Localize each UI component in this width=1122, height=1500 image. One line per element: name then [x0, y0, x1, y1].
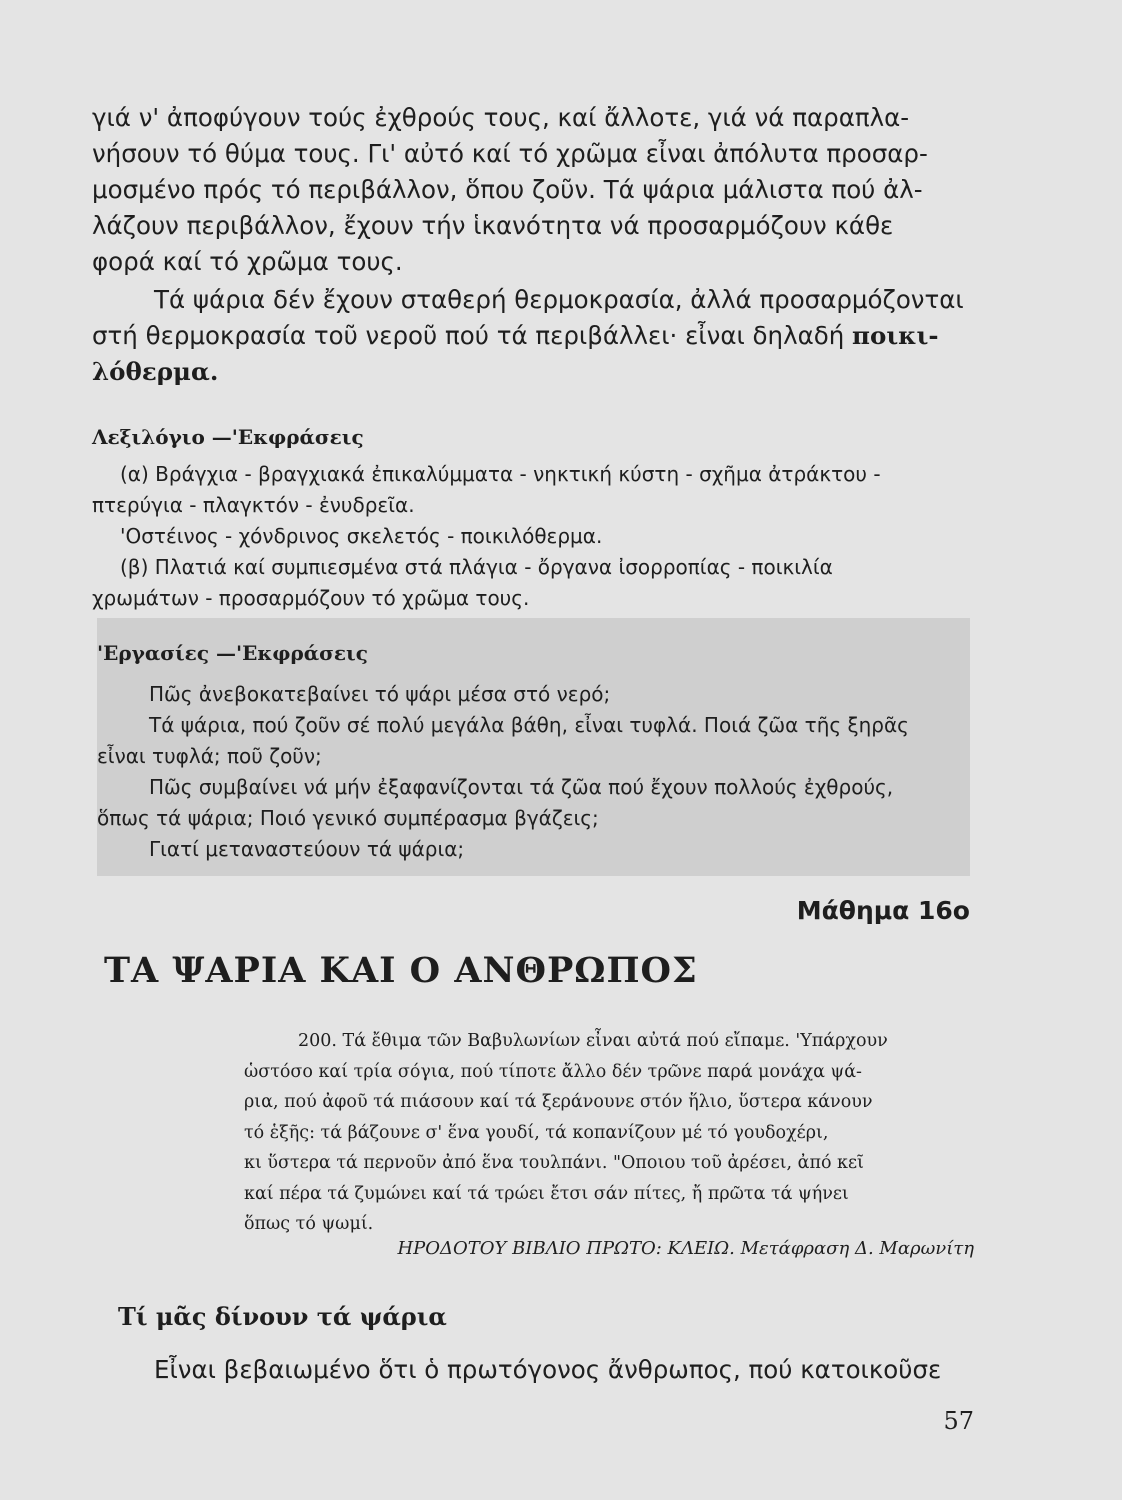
lesson-title: ΤΑ ΨΑΡΙΑ ΚΑΙ Ο ΑΝΘΡΩΠΟΣ	[104, 950, 698, 991]
text-line: φορά καί τό χρῶμα τους.	[92, 247, 403, 276]
quote-line: ὅπως τό ψωμί.	[244, 1214, 374, 1234]
herodotus-quote	[244, 1026, 974, 1240]
quote-line: τό ἑξῆς: τά βάζουνε σ' ἕνα γουδί, τά κοπανίζουν μέ τό γουδοχέρι,	[244, 1122, 829, 1143]
text-line: μοσμένο πρός τό περιβάλλον, ὅπου ζοῦν. Τά ψάρια μάλιστα πού ἀλ-	[92, 175, 923, 204]
text-line: Τά ψάρια δέν ἔχουν σταθερή θερμοκρασία, ἀλλά προσαρμόζονται	[154, 285, 964, 314]
quote-line: 200. Τά ἔθιμα τῶν Βαβυλωνίων εἶναι αὐτά πού εἴπαμε. 'Υπάρχουν	[298, 1031, 888, 1051]
bold-term: ποικι-	[852, 321, 939, 350]
quote-line: κι ὕστερα τά περνοῦν ἀπό ἕνα τουλπάνι. "Οποιου τοῦ ἀρέσει, ἀπό κεῖ	[244, 1153, 864, 1173]
quote-source: ΗΡΟΔΟΤΟΥ ΒΙΒΛΙΟ ΠΡΩΤΟ: ΚΛΕΙΩ. Μετάφραση Δ. Μαρωνίτη	[397, 1238, 974, 1259]
exercise-line: Τά ψάρια, πού ζοῦν σέ πολύ μεγάλα βάθη, εἶναι τυφλά. Ποιά ζῶα τῆς ξηρᾶς	[149, 713, 909, 737]
section-paragraph	[92, 1352, 972, 1388]
exercise-line: εἶναι τυφλά; ποῦ ζοῦν;	[97, 744, 322, 768]
vocabulary-heading: Λεξιλόγιο —'Εκφράσεις	[92, 425, 364, 449]
text-line	[92, 354, 972, 390]
section-heading: Τί μᾶς δίνουν τά ψάρια	[118, 1302, 447, 1331]
exercise-line: Πῶς συμβαίνει νά μήν ἐξαφανίζονται τά ζῶα πού ἔχουν πολλούς ἐχθρούς,	[149, 775, 894, 799]
exercise-line: ὅπως τά ψάρια; Ποιό γενικό συμπέρασμα βγάζεις;	[97, 806, 599, 830]
bold-term: λόθερμα.	[92, 357, 219, 386]
text-line	[92, 318, 972, 354]
quote-line: ὡστόσο καί τρία σόγια, πού τίποτε ἄλλο δέν τρῶνε παρά μονάχα ψά-	[244, 1061, 862, 1082]
exercise-line: Πῶς ἀνεβοκατεβαίνει τό ψάρι μέσα στό νερό;	[149, 682, 611, 706]
text-line: λάζουν περιβάλλον, ἔχουν τήν ἱκανότητα νά προσαρμόζουν κάθε	[92, 211, 894, 240]
vocab-line: (α) Βράγχια - βραγχιακά ἐπικαλύμματα - νηκτική κύστη - σχῆμα ἀτράκτου -	[120, 462, 881, 486]
exercises-section	[97, 638, 970, 865]
quote-line: καί πέρα τά ζυμώνει καί τά τρώει ἔτσι σάν πίτες, ἤ πρῶτα τά ψήνει	[244, 1183, 849, 1204]
quote-line: ρια, πού ἀφοῦ τά πιάσουν καί τά ξεράνουνε στόν ἥλιο, ὕστερα κάνουν	[244, 1092, 873, 1112]
exercise-line: Γιατί μεταναστεύουν τά ψάρια;	[149, 837, 465, 861]
exercises-heading: 'Εργασίες —'Εκφράσεις	[97, 641, 368, 665]
text-fragment: στή θερμοκρασία τοῦ νεροῦ πού τά περιβάλλει· εἶναι δηλαδή	[92, 321, 845, 350]
text-line: γιά ν' ἀποφύγουν τούς ἐχθρούς τους, καί ἄλλοτε, γιά νά παραπλα-	[92, 103, 910, 132]
text-line: νήσουν τό θύμα τους. Γι' αὐτό καί τό χρῶμα εἶναι ἀπόλυτα προσαρ-	[92, 139, 928, 168]
vocab-line: 'Οστέινος - χόνδρινος σκελετός - ποικιλόθερμα.	[120, 524, 603, 548]
page-number: 57	[943, 1407, 974, 1435]
intro-paragraph	[92, 100, 972, 280]
vocabulary-section	[92, 422, 972, 614]
vocab-line: χρωμάτων - προσαρμόζουν τό χρῶμα τους.	[92, 586, 530, 610]
temperature-paragraph	[92, 282, 972, 390]
vocab-line: πτερύγια - πλαγκτόν - ἐνυδρεῖα.	[92, 493, 415, 517]
lesson-label: Μάθημα 16ο	[796, 896, 970, 925]
text-line: Εἶναι βεβαιωμένο ὅτι ὁ πρωτόγονος ἄνθρωπος, πού κατοικοῦσε	[154, 1355, 942, 1384]
vocab-line: (β) Πλατιά καί συμπιεσμένα στά πλάγια - ὄργανα ἰσορροπίας - ποικιλία	[120, 555, 833, 579]
